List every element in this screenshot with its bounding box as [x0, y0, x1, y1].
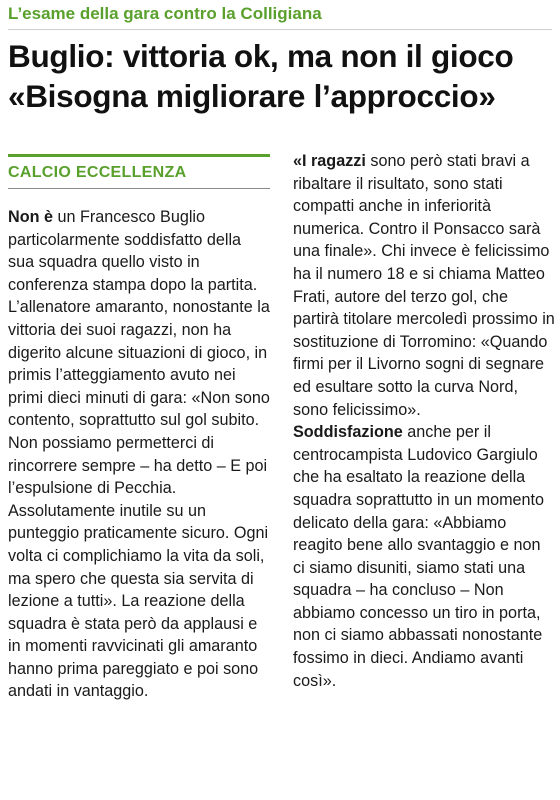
paragraph-3 [293, 150, 555, 421]
paragraph-2-text: La reazione della squadra è stata però da applausi e in momenti ravvicinati gli amaranto hanno prima pareggiato e poi sono andati in vantaggio. [8, 592, 259, 701]
paragraph-4 [293, 421, 555, 692]
article-kicker: L’esame della gara contro la Colligiana [8, 4, 552, 30]
paragraph-4-lead: Soddisfazione [293, 423, 403, 442]
article-headline [8, 36, 556, 116]
headline-line-2: «Bisogna migliorare l’approccio» [8, 78, 496, 114]
section-label: CALCIO ECCELLENZA [8, 164, 270, 189]
column-left [8, 154, 270, 703]
paragraph-1-lead: Non è [8, 208, 53, 226]
paragraph-3-text: sono però stati bravi a ribaltare il risultato, sono stati compatti anche in inferiorità numerica. Contro il Ponsacco sarà una finale». Chi invece è felicissimo ha il numero 18 e si chiama Matteo Frati, autore del terzo gol, che partirà titolare mercoledì prossimo in sostituzione di Torromino: «Quando firmi per il Livorno sogni di segnare ed esultare sotto la curva Nord, sono felicissimo». [293, 152, 555, 419]
paragraph-3-lead: «I ragazzi [293, 152, 366, 170]
paragraph-1 [8, 206, 270, 703]
paragraph-1-text: un Francesco Buglio particolarmente soddisfatto della sua squadra quello visto in conferenza stampa dopo la partita. L’allenatore amaranto, nonostante la vittoria dei suoi ragazzi, non ha digerito alcune situazioni di gioco, in primis l’atteggiamento avuto nei primi dieci minuti di gara: «Non sono contento, soprattutto sul gol subito. Non possiamo permetterci di rincorrere sempre – ha detto – E poi l’espulsione di Pecchia. Assolutamente inutile su un punteggio praticamente sicuro. Ogni volta ci complichiamo la vita da soli, ma spero che questa sia servita di lezione a tutti». [8, 208, 270, 611]
column-right [293, 150, 555, 692]
section-rule [8, 154, 270, 157]
headline-line-1: Buglio: vittoria ok, ma non il gioco [8, 38, 514, 74]
paragraph-4-text: anche per il centrocampista Ludovico Gargiulo che ha esaltato la reazione della squadra soprattutto in un momento delicato della gara: «Abbiamo reagito bene allo svantaggio e non ci siamo disuniti, siamo stati una squadra – ha concluso – Non abbiamo concesso un tiro in porta, non ci siamo abbassati nonostante fossimo in dieci. Andiamo avanti così». [293, 423, 545, 690]
